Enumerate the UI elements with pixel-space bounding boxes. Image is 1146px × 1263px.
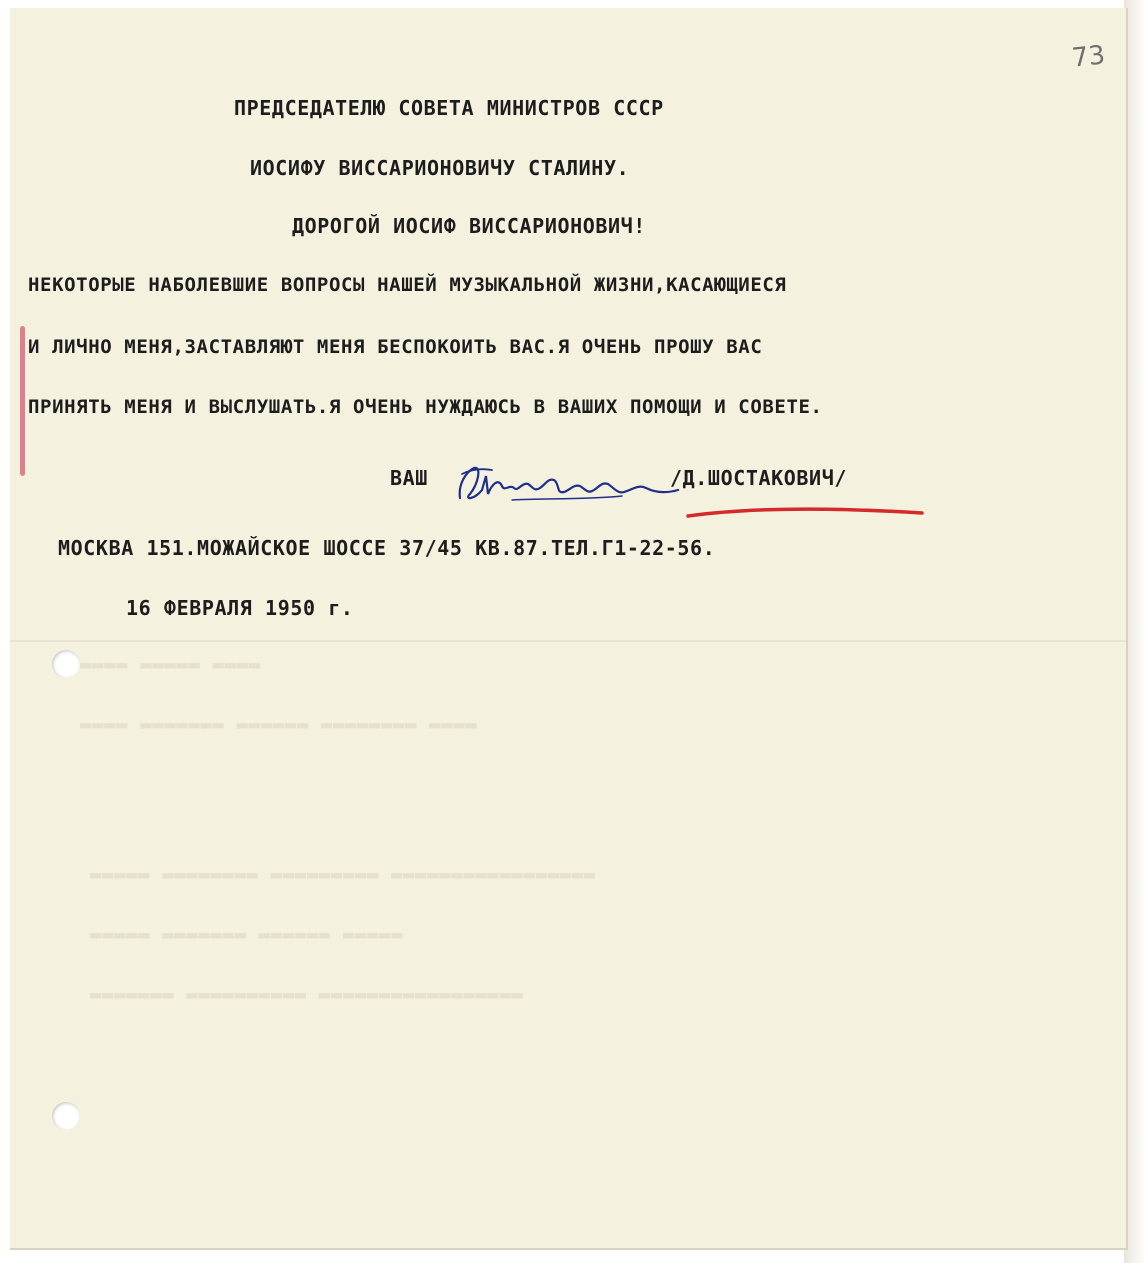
bleed-through: ▬▬▬▬▬▬▬ ▬▬▬▬▬▬▬▬▬▬ ▬▬▬▬▬▬▬▬▬▬▬▬▬▬▬▬▬ (90, 986, 524, 1008)
addressee-line-2: ИОСИФУ ВИССАРИОНОВИЧУ СТАЛИНУ. (250, 156, 630, 180)
sender-address: МОСКВА 151.МОЖАЙСКОЕ ШОССЕ 37/45 КВ.87.ТЕЛ.Г1-22-56. (58, 536, 716, 560)
bleed-through: ▬▬▬▬ ▬▬▬▬▬▬▬ ▬▬▬▬▬▬ ▬▬▬▬▬▬▬▬ ▬▬▬▬ (80, 716, 478, 738)
salutation: ДОРОГОЙ ИОСИФ ВИССАРИОНОВИЧ! (292, 214, 646, 238)
body-line-2: И ЛИЧНО МЕНЯ,ЗАСТАВЛЯЮТ МЕНЯ БЕСПОКОИТЬ ВАС.Я ОЧЕНЬ ПРОШУ ВАС (28, 336, 763, 358)
closing-prefix: ВАШ (390, 466, 428, 490)
letter-sheet (10, 8, 1128, 1250)
addressee-line-1: ПРЕДСЕДАТЕЛЮ СОВЕТА МИНИСТРОВ СССР (234, 96, 664, 120)
punch-hole-icon (52, 650, 80, 678)
signature-name: /Д.ШОСТАКОВИЧ/ (670, 466, 847, 490)
bleed-through: ▬▬▬▬ ▬▬▬▬▬ ▬▬▬▬ (80, 656, 261, 678)
body-line-3: ПРИНЯТЬ МЕНЯ И ВЫСЛУШАТЬ.Я ОЧЕНЬ НУЖДАЮСЬ В ВАШИХ ПОМОЩИ И СОВЕТЕ. (28, 396, 823, 418)
margin-pencil-mark (20, 326, 25, 476)
signature-icon (452, 454, 692, 514)
paper-fold (10, 640, 1126, 642)
bleed-through: ▬▬▬▬▬ ▬▬▬▬▬▬▬▬ ▬▬▬▬▬▬▬▬▬ ▬▬▬▬▬▬▬▬▬▬▬▬▬▬▬▬▬ (90, 866, 596, 888)
red-pencil-underline (686, 504, 926, 524)
body-line-1: НЕКОТОРЫЕ НАБОЛЕВШИЕ ВОПРОСЫ НАШЕЙ МУЗЫКАЛЬНОЙ ЖИЗНИ,КАСАЮЩИЕСЯ (28, 274, 787, 296)
letter-date: 16 ФЕВРАЛЯ 1950 г. (126, 596, 354, 620)
punch-hole-icon (52, 1102, 80, 1130)
archive-page-number: 73 (1070, 40, 1107, 74)
bleed-through: ▬▬▬▬▬ ▬▬▬▬▬▬▬ ▬▬▬▬▬▬ ▬▬▬▬▬ (90, 926, 404, 948)
